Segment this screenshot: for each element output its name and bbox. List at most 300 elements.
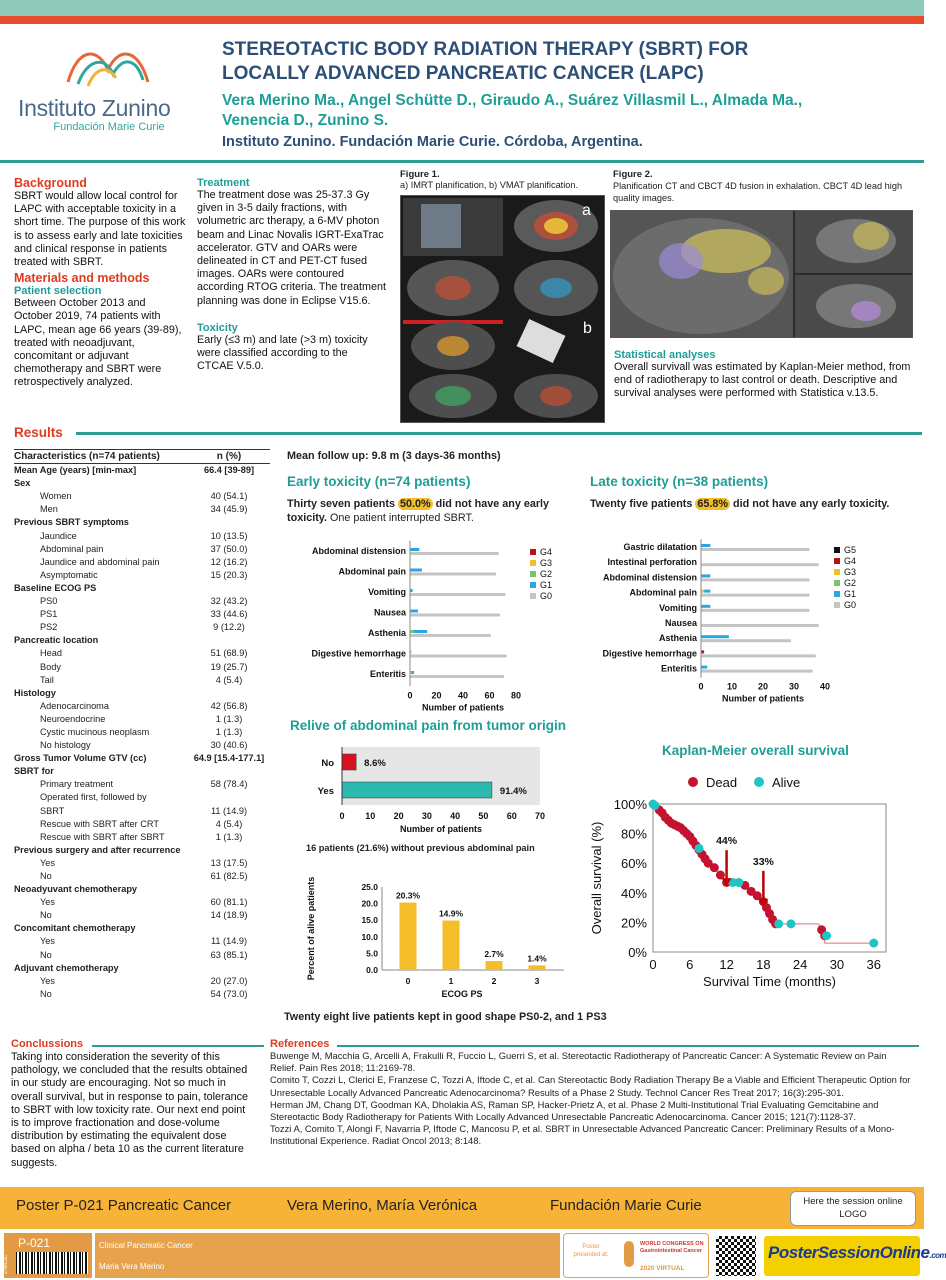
table-cell-label: PS0 <box>40 596 58 607</box>
legend-swatch <box>834 602 840 608</box>
table-header-cell: Characteristics (n=74 patients) <box>14 450 188 464</box>
late-highlight: 65.8% <box>697 498 729 510</box>
table-cell-label: PS2 <box>40 622 58 633</box>
table-cell-value: 40 (54.1) <box>210 491 248 502</box>
plot-frame <box>653 804 886 952</box>
table-cell-label: Yes <box>40 857 55 868</box>
category-box <box>95 1233 560 1278</box>
table-cell-label: Operated first, followed by <box>40 792 147 803</box>
bar <box>342 782 492 798</box>
ecog-chart <box>300 878 570 1004</box>
bar <box>486 961 503 970</box>
x-tick-label: 2 <box>491 976 497 986</box>
logo-mark-icon <box>18 42 200 92</box>
table-row <box>14 569 270 582</box>
x-axis-label: Number of patients <box>399 824 483 834</box>
x-axis-label: Survival Time (months) <box>703 974 836 989</box>
side-code: 27MC6C <box>3 1254 9 1274</box>
bar-segment-g0 <box>701 609 810 612</box>
alive-point <box>786 919 795 928</box>
reference-item: Comito T, Cozzi L, Clerici E, Franzese C, Tozzi A, Iftode C, et al. Can Stereotactic Body Radiation Therapy Be a Viable and Efficient Therapeutic Option for Unresectable Locally Advanced Pancreatic Adenocarcinoma? Results of a Phase 2 Study. Technol Cancer Res Treat 2017; 16(3):295-301. <box>270 1074 911 1098</box>
bar-label: 14.9% <box>438 908 464 919</box>
alive-point <box>650 801 659 810</box>
table-row <box>14 543 270 556</box>
late-toxicity-title: Late toxicity (n=38 patients) <box>590 474 769 489</box>
table-cell-label: Baseline ECOG PS <box>14 582 97 593</box>
table-cell-value <box>188 687 270 700</box>
y-tick-label: 40% <box>620 885 647 901</box>
table-cell-value: 32 (43.2) <box>210 596 248 607</box>
bar-segment-g0 <box>410 655 507 658</box>
table-cell-value: 1 (1.3) <box>215 713 243 724</box>
x-tick-label: 18 <box>756 957 771 972</box>
table-cell-label: Jaundice <box>40 530 77 541</box>
table-row <box>14 582 270 595</box>
x-tick-label: 70 <box>534 811 546 821</box>
y-tick-label: 80% <box>620 826 647 842</box>
x-tick-label: 80 <box>510 690 522 701</box>
table-cell-label: Mean Age (years) [min-max] <box>14 465 137 476</box>
table-cell-value <box>188 634 270 647</box>
table-cell-label: SBRT <box>40 805 65 816</box>
references-list <box>270 1050 915 1148</box>
legend-swatch <box>834 558 840 564</box>
table-row <box>14 464 270 478</box>
table-row <box>14 595 270 608</box>
pain-relief-title: Relive of abdominal pain from tumor origin <box>290 718 567 733</box>
legend-label: G3 <box>844 567 857 577</box>
characteristics-table-wrap <box>14 449 270 1001</box>
bar-segment-g0 <box>701 624 819 627</box>
table-row <box>14 739 270 752</box>
bar-segment <box>410 610 418 613</box>
x-tick-label: 30 <box>421 811 432 821</box>
institute-logo <box>18 42 200 137</box>
table-cell-value: 14 (18.9) <box>210 910 248 921</box>
table-cell-value: 10 (13.5) <box>210 530 248 541</box>
legend-label: G1 <box>540 580 553 590</box>
table-cell-label: No <box>40 988 52 999</box>
table-row <box>14 949 270 962</box>
table-row <box>14 988 270 1001</box>
table-row <box>14 621 270 634</box>
bar-segment-g0 <box>701 639 791 642</box>
bar-segment <box>410 569 422 572</box>
bar-segment-g0 <box>410 593 505 596</box>
table-cell-value <box>188 516 270 529</box>
category-label: Nausea <box>664 618 697 628</box>
table-cell-label: Yes <box>40 936 55 947</box>
category-label: Enteritis <box>660 663 697 674</box>
table-cell-label: Asymptomatic <box>40 569 98 580</box>
table-row <box>14 713 270 726</box>
category-label: Enteritis <box>369 669 406 679</box>
mean-followup: Mean follow up: 9.8 m (3 days-36 months) <box>287 450 501 462</box>
legend-swatch <box>834 580 840 586</box>
table-cell-label: Neoadyuvant chemotherapy <box>14 884 138 895</box>
references-title: References <box>270 1038 330 1050</box>
x-tick-label: 60 <box>484 690 495 701</box>
table-cell-label: Adenocarcinoma <box>40 700 109 711</box>
category-label: Intestinal perforation <box>607 557 697 568</box>
bar-label: 8.6% <box>364 758 386 769</box>
y-tick-label: 0.0 <box>366 965 378 975</box>
legend-label: G1 <box>844 589 857 599</box>
table-cell-value: 42 (56.8) <box>210 700 248 711</box>
table-row <box>14 870 270 883</box>
conclusions-title: Conclussions <box>11 1038 84 1050</box>
x-tick-label: 0 <box>405 976 411 986</box>
table-row <box>14 556 270 569</box>
table-row <box>14 844 270 857</box>
bar-segment <box>701 666 707 669</box>
category-label: Gastric dilatation <box>623 542 697 552</box>
x-tick-label: 60 <box>506 811 517 821</box>
early-highlight: 50.0% <box>400 498 431 510</box>
bar-segment-g0 <box>701 594 810 597</box>
bar <box>342 754 356 770</box>
table-cell-label: Primary treatment <box>40 779 114 790</box>
table-cell-value: 30 (40.6) <box>210 740 248 751</box>
table-cell-value: 1 (1.3) <box>215 831 243 842</box>
table-cell-label: Previous SBRT symptoms <box>14 517 129 528</box>
bar-segment <box>701 544 710 547</box>
table-cell-label: SBRT for <box>14 766 54 777</box>
legend-label: G5 <box>844 545 857 555</box>
x-tick-label: 50 <box>478 811 489 821</box>
table-row <box>14 634 270 647</box>
legend-swatch <box>834 547 840 553</box>
x-axis-label: ECOG PS <box>441 989 483 999</box>
bar-segment-g0 <box>701 563 819 566</box>
table-cell-value: 61 (82.5) <box>210 871 248 881</box>
figure-1-image <box>400 195 605 423</box>
bar-label: 2.7% <box>484 949 504 960</box>
presented-at: Poster presented at: <box>573 1244 609 1258</box>
table-cell-label: Rescue with SBRT after SBRT <box>40 831 165 842</box>
top-bar-teal <box>0 0 924 16</box>
table-header-cell: n (%) <box>188 450 270 464</box>
alive-point <box>774 919 783 928</box>
category-label: Nausea <box>373 607 406 618</box>
table-cell-label: Head <box>40 648 62 659</box>
table-row <box>14 935 270 948</box>
legend-label: G2 <box>844 578 857 588</box>
table-cell-value <box>188 477 270 490</box>
y-tick-label: 60% <box>620 856 647 872</box>
reference-item: Tozzi A, Comito T, Alongi F, Navarria P, Iftode C, Mancosu P, et al. SBRT in Unresectable Advanced Pancreatic Cancer: Preliminary Results of a Mono-Institutional Experience. Radiat Oncol 2013; 8:148. <box>270 1123 895 1147</box>
references-divider <box>337 1045 919 1047</box>
category-label: Abdominal distension <box>602 572 697 583</box>
table-row <box>14 503 270 516</box>
table-cell-label: Body <box>40 661 61 672</box>
table-cell-label: Cystic mucinous neoplasm <box>40 726 150 737</box>
legend-label-alive: Alive <box>772 775 801 790</box>
early-toxicity-chart <box>287 540 587 713</box>
figure-2: Figure 2. Planification CT and CBCT 4D fusion in exhalation. CBCT 4D lead high quality images. <box>613 169 903 203</box>
stats-section: Statistical analyses Overall survivall was estimated by Kaplan-Meier method, from end of radiotherapy to last control or death. Descriptive and survival analyses were performed with Statistica v.13.5. <box>614 349 911 400</box>
table-row <box>14 883 270 896</box>
table-cell-value: 64.9 [15.4-177.1] <box>193 753 265 764</box>
table-cell-label: Men <box>40 504 58 515</box>
table-row <box>14 530 270 543</box>
table-cell-label: Concomitant chemotherapy <box>14 923 136 934</box>
table-header <box>14 450 270 464</box>
category-label: Yes <box>317 786 334 797</box>
background-section: Background SBRT would allow local control for LAPC with acceptable toxicity in a short time. The purpose of this work is to assess early and late toxicities and clinical response in patients treated with SBRT. Materials and methods Patient selection Between October 2013 and October 2019, 74 patients with LAPC, mean age 66 years (39-89), treated with neoadjuvant, concomitant or adjuvant chemotherapy and SBRT were retrospectively analyzed. <box>14 176 186 389</box>
table-cell-value: 1 (1.3) <box>215 726 243 737</box>
congress-name: WORLD CONGRESS ON Gastrointestinal Cancer <box>640 1241 704 1254</box>
pain-note: 16 patients (21.6%) without previous abdominal pain <box>306 843 535 853</box>
x-tick-label: 10 <box>726 681 738 692</box>
footer-institution: Fundación Marie Curie <box>550 1197 702 1214</box>
bar-segment-g0 <box>701 654 816 657</box>
table-cell-label: Histology <box>14 687 56 698</box>
pain-relief-chart <box>300 745 560 837</box>
table-row <box>14 477 270 490</box>
table-cell-label: Neuroendocrine <box>40 713 106 724</box>
x-tick-label: 20 <box>393 811 404 821</box>
x-tick-label: 20 <box>431 690 442 701</box>
table-cell-value: 54 (73.0) <box>210 988 248 999</box>
late-toxicity-note: Twenty five patients 65.8% did not have any early toxicity. <box>590 498 890 510</box>
annotation-label: 33% <box>752 855 774 868</box>
logo-name: Instituto Zunino <box>18 95 171 121</box>
table-cell-label: No <box>40 910 52 921</box>
footer-author: Vera Merino, María Verónica <box>287 1197 478 1214</box>
legend-swatch <box>834 591 840 597</box>
table-cell-value <box>188 962 270 975</box>
table-cell-label: Women <box>40 491 72 502</box>
table-row <box>14 490 270 503</box>
bar-segment <box>704 590 710 593</box>
table-row <box>14 647 270 660</box>
x-tick-label: 3 <box>534 976 540 986</box>
table-row <box>14 674 270 687</box>
x-tick-label: 0 <box>649 957 657 972</box>
y-tick-label: 10.0 <box>361 931 378 942</box>
table-row <box>14 765 270 778</box>
y-tick-label: 100% <box>613 797 647 812</box>
results-title: Results <box>14 425 63 440</box>
legend-dot-alive <box>754 777 764 787</box>
table-cell-label: Adjuvant chemotherapy <box>14 962 119 973</box>
legend-label: G3 <box>540 558 553 568</box>
figure-1: Figure 1. a) IMRT planification, b) VMAT planification. <box>400 169 579 190</box>
top-bar-red <box>0 16 924 24</box>
table-cell-value: 63 (85.1) <box>210 949 248 960</box>
table-row <box>14 752 270 765</box>
table-cell-label: Yes <box>40 975 55 986</box>
x-tick-label: 40 <box>450 811 461 821</box>
bar-segment-g0 <box>410 573 496 576</box>
table-row <box>14 687 270 700</box>
table-cell-value: 4 (5.4) <box>215 674 243 685</box>
category-label: Vomiting <box>659 602 697 613</box>
table-cell-value: 34 (45.9) <box>210 504 248 515</box>
legend-swatch <box>530 593 536 599</box>
table-cell-value <box>188 883 270 896</box>
table-row <box>14 778 270 791</box>
x-tick-label: 0 <box>698 681 704 692</box>
table-cell-value: 12 (16.2) <box>210 556 248 567</box>
table-row <box>14 909 270 922</box>
qr-code-icon <box>716 1236 756 1276</box>
ecog-note: Twenty eight live patients kept in good shape PS0-2, and 1 PS3 <box>284 1011 607 1023</box>
dead-point <box>710 863 719 872</box>
table-cell-value <box>188 765 270 778</box>
table-row <box>14 608 270 621</box>
bar-segment-g0 <box>410 614 500 617</box>
x-tick-label: 0 <box>407 690 413 701</box>
table-cell-value: 15 (20.3) <box>210 569 248 580</box>
legend-swatch <box>834 569 840 575</box>
conclusions-text: Taking into consideration the severity of this pathology, we concluded that the results obtained in our study are encouraging. Not so much in overall survival, but in response to pain, tolerance to SBRT with low toxicity rate. Our next end point is to improve fractionation and dose-volume distribution by estimating the equivalent dose based on alpha / beta 10 as the current literature suggests. <box>11 1051 249 1169</box>
characteristics-table <box>14 449 270 1001</box>
y-tick-label: 0% <box>628 945 647 960</box>
reference-item: Herman JM, Chang DT, Goodman KA, Dholakia AS, Raman SP, Hacker-Prietz A, et al. Phase 2 Multi-Institutional Trial Evaluating Gemcitabine and Stereotactic Body Radiotherapy for Patients With Locally Advanced Unresectable Pancreatic Adenocarcinoma. Cancer 2015; 121(7):1128-37. <box>270 1098 879 1123</box>
bar-segment-g0 <box>410 552 499 555</box>
y-tick-label: 20.0 <box>361 898 378 909</box>
table-row <box>14 896 270 909</box>
brand-text: PosterSessionOnline.com <box>768 1243 946 1262</box>
annotation-label: 44% <box>716 835 738 848</box>
x-tick-label: 36 <box>866 957 881 972</box>
treatment-section: Treatment The treatment dose was 25-37.3 Gy given in 3-5 daily fractions, with volumetric arc therapy, a 6-MV photon beam and Linac Novalis IGRT-ExaTrac accelerator. GTV and OARs were delineated in CT and PET-CT fused images. OARs were contoured according RTOG criteria. The treatment planning was done in Eclipse V15.6. Toxicity Early (≤3 m) and late (>3 m) toxicity were classified according to the CTCAE V.5.0. <box>197 177 387 373</box>
legend-swatch <box>530 560 536 566</box>
x-tick-label: 6 <box>686 957 694 972</box>
legend-label-dead: Dead <box>706 775 738 790</box>
bar-segment <box>701 605 710 608</box>
bar-segment-g0 <box>701 548 810 551</box>
table-cell-value: 13 (17.5) <box>210 857 248 868</box>
table-row <box>14 962 270 975</box>
legend-label: G4 <box>844 556 857 566</box>
table-row <box>14 818 270 831</box>
x-axis-label: Number of patients <box>721 693 805 704</box>
x-tick-label: 20 <box>757 681 769 692</box>
legend-label: G2 <box>540 569 553 579</box>
table-cell-label: Tail <box>40 674 54 685</box>
late-toxicity-chart <box>584 536 914 712</box>
table-row <box>14 791 270 804</box>
km-title: Kaplan-Meier overall survival <box>662 743 849 758</box>
x-tick-label: 40 <box>819 681 831 692</box>
category-label: Digestive hemorrhage <box>602 648 697 659</box>
table-row <box>14 661 270 674</box>
figure-2-image <box>610 210 913 338</box>
table-cell-value: 66.4 [39-89] <box>203 465 255 476</box>
table-row <box>14 975 270 988</box>
x-tick-label: 30 <box>788 681 800 692</box>
bar-segment <box>701 574 710 577</box>
bar-segment-g0 <box>701 578 810 581</box>
bar <box>529 965 546 970</box>
barcode-icon <box>16 1252 88 1274</box>
congress-logo-icon <box>624 1241 634 1267</box>
x-tick-label: 40 <box>457 690 469 701</box>
category-label: Abdominal distension <box>311 546 406 556</box>
table-cell-value: 11 (14.9) <box>210 936 248 947</box>
table-cell-value <box>188 844 270 857</box>
table-row <box>14 831 270 844</box>
x-tick-label: 0 <box>339 811 345 821</box>
legend-label: G0 <box>540 591 553 601</box>
authors: Vera Merino Ma., Angel Schütte D., Giraudo A., Suárez Villasmil L., Almada Ma., Venencia D., Zunino S. <box>222 92 803 129</box>
early-toxicity-title: Early toxicity (n=74 patients) <box>287 474 471 489</box>
table-cell-value: 33 (44.6) <box>210 609 248 620</box>
table-cell-value: 58 (78.4) <box>210 779 248 790</box>
category-text: Clinical Pancreatic Cancer <box>99 1241 193 1250</box>
category-label: Abdominal pain <box>338 566 406 577</box>
category-label: Asthenia <box>658 633 697 644</box>
category-label: No <box>321 758 334 769</box>
table-cell-label: Yes <box>40 897 55 908</box>
y-tick-label: 5.0 <box>366 948 378 959</box>
bar-segment-g0 <box>410 634 491 637</box>
table-cell-label: Previous surgery and after recurrence <box>14 844 181 855</box>
x-axis-label: Number of patients <box>421 702 505 713</box>
legend-label: G4 <box>540 547 553 557</box>
presenter-text: Maria Vera Merino <box>99 1262 165 1271</box>
bar-segment <box>414 630 427 633</box>
table-cell-value: 60 (81.1) <box>210 897 248 908</box>
table-cell-value <box>188 922 270 935</box>
table-row <box>14 922 270 935</box>
bar-label: 20.3% <box>395 890 421 901</box>
table-cell-label: Jaundice and abdominal pain <box>40 556 160 567</box>
alive-point <box>822 931 831 940</box>
table-cell-label: Rescue with SBRT after CRT <box>40 818 159 829</box>
early-toxicity-note: Thirty seven patients 50.0% did not have any early toxicity. One patient interrupted SBRT. <box>287 498 550 524</box>
legend-swatch <box>530 582 536 588</box>
legend-label: G0 <box>844 600 857 610</box>
alive-point <box>734 878 743 887</box>
header-divider <box>0 160 924 163</box>
table-cell-label: Sex <box>14 478 31 489</box>
table-cell-label: Pancreatic location <box>14 635 99 646</box>
bar <box>443 921 460 970</box>
table-row <box>14 726 270 739</box>
table-cell-value: 51 (68.9) <box>210 648 248 659</box>
reference-item: Buwenge M, Macchia G, Arcelli A, Frakulli R, Fuccio L, Guerri S, et al. Stereotactic Radiotherapy of Pancreatic Cancer: A Systematic Review on Pain Relief. Pain Res 2018; 11:2169-78. <box>270 1050 887 1074</box>
table-cell-label: PS1 <box>40 609 58 620</box>
footer-poster: Poster P-021 Pancreatic Cancer <box>16 1197 232 1214</box>
bar-segment <box>411 671 414 674</box>
logo-sub: Fundación Marie Curie <box>53 121 165 133</box>
figure-1-label-a: a <box>582 202 591 219</box>
x-tick-label: 1 <box>448 976 454 986</box>
bar-segment <box>701 635 729 638</box>
y-tick-label: 25.0 <box>361 882 378 892</box>
table-cell-value: 37 (50.0) <box>210 543 248 554</box>
poster-code: P-021 <box>18 1236 51 1250</box>
table-cell-label: No histology <box>40 740 91 751</box>
table-cell-value: 19 (25.7) <box>210 661 248 672</box>
table-cell-label: Abdominal pain <box>40 543 104 554</box>
table-cell-label: No <box>40 871 52 881</box>
alive-point <box>869 939 878 948</box>
legend-swatch <box>530 549 536 555</box>
km-chart <box>585 765 915 1005</box>
y-tick-label: 15.0 <box>361 915 378 926</box>
category-label: Vomiting <box>368 587 406 597</box>
session-logo-box: Here the session online LOGO <box>790 1191 916 1226</box>
bar-label: 1.4% <box>527 953 547 964</box>
conclusions-divider <box>92 1045 264 1047</box>
x-tick-label: 30 <box>829 957 845 972</box>
y-axis-label: Overall survival (%) <box>589 821 604 935</box>
